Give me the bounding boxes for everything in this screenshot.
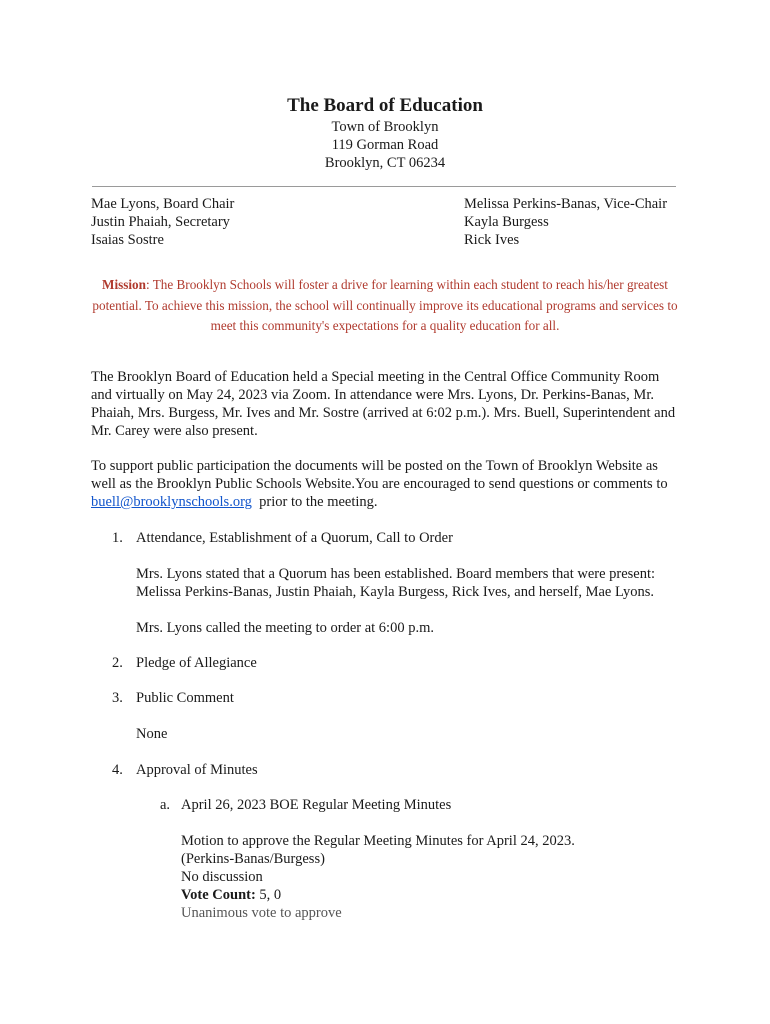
member-burgess: Kayla Burgess: [464, 214, 549, 230]
agenda-item-label: Public Comment: [136, 690, 234, 706]
agenda-item-number: 4.: [112, 762, 123, 778]
header-divider: [92, 186, 676, 187]
agenda-item-number: 3.: [112, 690, 123, 706]
member-sostre: Isaias Sostre: [91, 232, 164, 248]
member-secretary: Justin Phaiah, Secretary: [91, 214, 230, 230]
motion-movers: (Perkins-Banas/Burgess): [181, 851, 325, 867]
address-block: [0, 118, 770, 172]
agenda-item-1: [112, 529, 453, 547]
motion-text: Motion to approve the Regular Meeting Minutes for April 24, 2023.: [181, 833, 575, 849]
participation-text-end: prior to the meeting.: [251, 494, 378, 510]
agenda-item-label: Approval of Minutes: [136, 762, 258, 778]
document-title: The Board of Education: [287, 95, 483, 116]
mission-statement: [92, 275, 678, 337]
call-to-order-statement: Mrs. Lyons called the meeting to order at 6:00 p.m.: [136, 620, 434, 636]
agenda-item-2: [112, 654, 257, 672]
intro-paragraph-participation: [91, 457, 681, 511]
members-right-column: [464, 195, 667, 249]
minutes-motion-block: [181, 832, 575, 922]
agenda-item-3: [112, 689, 234, 707]
members-left-column: [91, 195, 234, 249]
subitem-letter: a.: [160, 797, 171, 813]
vote-count: [181, 886, 575, 904]
member-ives: Rick Ives: [464, 232, 520, 248]
agenda-item-label: Pledge of Allegiance: [136, 655, 257, 671]
public-comment-text: None: [136, 726, 168, 742]
address-line-town: Town of Brooklyn: [331, 119, 439, 135]
minutes-subitem-a: [160, 796, 451, 814]
member-chair: Mae Lyons, Board Chair: [91, 196, 235, 212]
address-line-city: Brooklyn, CT 06234: [324, 155, 446, 171]
subitem-label: April 26, 2023 BOE Regular Meeting Minutes: [181, 797, 452, 813]
mission-text: : The Brooklyn Schools will foster a drive for learning within each student to reach his/her greatest potential. To achieve this mission, the school will continually improve its educational programs and services to meet this community's expectations for a quality education for all.: [92, 277, 678, 333]
vote-result: Unanimous vote to approve: [181, 905, 342, 921]
participation-text: To support public participation the documents will be posted on the Town of Brooklyn Website as well as the Brooklyn Public Schools Website.You are encouraged to send questions or comments to: [91, 458, 668, 492]
address-line-street: 119 Gorman Road: [331, 137, 439, 153]
intro-paragraph-attendance: The Brooklyn Board of Education held a Special meeting in the Central Office Community Room and virtually on May 24, 2023 via Zoom. In attendance were Mrs. Lyons, Dr. Perkins-Banas, Mr. Phaiah, Mrs. Burgess, Mr. Ives and Mr. Sostre (arrived at 6:02 p.m.). Mrs. Buell, Superintendent and Mr. Carey were also present.: [91, 369, 676, 439]
vote-count-value: 5, 0: [255, 887, 282, 903]
agenda-item-number: 1.: [112, 530, 123, 546]
agenda-item-number: 2.: [112, 655, 123, 671]
agenda-item-label: Attendance, Establishment of a Quorum, Call to Order: [136, 530, 453, 546]
email-link[interactable]: buell@brooklynschools.org: [91, 494, 252, 510]
vote-count-label: Vote Count:: [181, 887, 256, 903]
agenda-item-4: [112, 761, 258, 779]
mission-label: Mission: [102, 277, 146, 292]
quorum-statement: Mrs. Lyons stated that a Quorum has been established. Board members that were present: Melissa Perkins-Banas, Justin Phaiah, Kayla Burgess, Rick Ives, and herself, Mae Lyons.: [136, 566, 656, 600]
member-vice-chair: Melissa Perkins-Banas, Vice-Chair: [464, 196, 668, 212]
discussion-text: No discussion: [181, 869, 263, 885]
